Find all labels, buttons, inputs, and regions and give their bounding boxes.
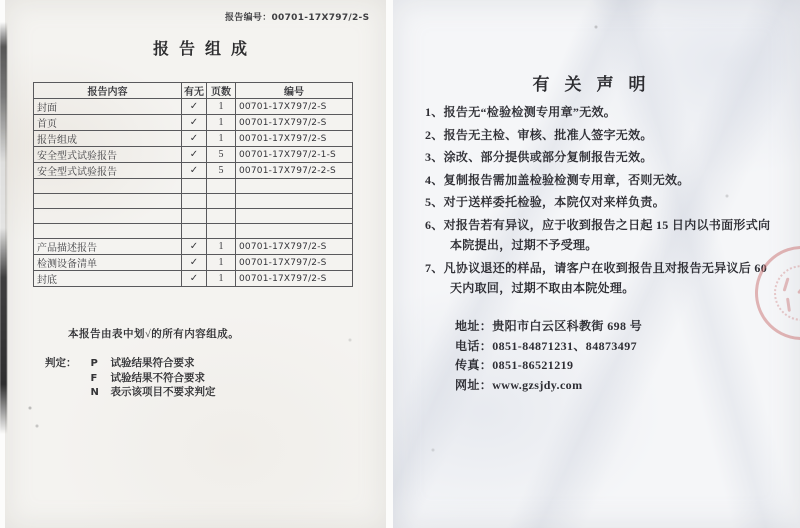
cell-number: 00701-17X797/2-S xyxy=(236,131,353,147)
table-row xyxy=(34,271,353,287)
statement-text: 对报告若有异议，应于收到报告之日起 15 日内以书面形式向本院提出，过期不予受理。 xyxy=(443,217,771,252)
statement-item xyxy=(425,147,777,168)
contact-line xyxy=(455,317,642,337)
right-page xyxy=(393,0,800,528)
contact-line xyxy=(455,356,642,376)
statement-number: 2、 xyxy=(425,127,444,142)
cell-pages xyxy=(207,209,236,224)
statement-number: 4、 xyxy=(425,172,444,187)
left-page xyxy=(5,0,386,528)
table-row xyxy=(34,115,353,131)
cell-content xyxy=(34,194,182,209)
table-row xyxy=(34,224,353,239)
cell-number: 00701-17X797/2-S xyxy=(236,239,353,255)
verdict-legend-label: 判定： xyxy=(45,358,77,369)
statements-list xyxy=(425,102,777,301)
table-header-cell: 报告内容 xyxy=(34,83,182,99)
cell-present-checkmark xyxy=(182,224,207,239)
table-row xyxy=(34,194,353,209)
contact-value: 0851-84871231、84873497 xyxy=(492,338,637,353)
statement-text: 对于送样委托检验，本院仅对来样负责。 xyxy=(443,195,666,209)
verdict-text: 表示该项目不要求判定 xyxy=(110,387,216,398)
statement-number: 6、 xyxy=(425,217,444,232)
cell-present-checkmark: ✓ xyxy=(182,163,207,179)
contact-block xyxy=(455,317,642,395)
cell-content: 检测设备清单 xyxy=(34,255,182,271)
cell-content xyxy=(34,179,182,194)
statement-text: 报告无“检验检测专用章”无效。 xyxy=(443,105,617,119)
table-header-cell: 有无 xyxy=(182,83,207,99)
statement-text: 凡协议退还的样品，请客户在收到报告且对报告无异议后 60 天内取回，过期不取由本院处理。 xyxy=(443,260,768,295)
statement-item xyxy=(425,125,777,146)
cell-pages: 1 xyxy=(207,271,236,287)
cell-content: 首页 xyxy=(34,115,182,131)
cell-number: 00701-17X797/2-S xyxy=(236,255,353,271)
verdict-legend-item xyxy=(91,357,216,372)
left-page-title: 报告组成 xyxy=(153,41,258,58)
table-row xyxy=(34,209,353,224)
contact-line xyxy=(455,376,642,396)
verdict-code: P xyxy=(90,358,98,369)
scan-edge-artifact xyxy=(0,22,7,434)
cell-number xyxy=(236,194,353,209)
statement-item xyxy=(425,102,777,123)
verdict-code: N xyxy=(90,387,99,398)
cell-content: 安全型式试验报告 xyxy=(34,147,182,163)
table-row xyxy=(34,131,353,147)
contact-line xyxy=(455,337,642,357)
verdict-text: 试验结果不符合要求 xyxy=(110,372,205,384)
table-header-cell: 编号 xyxy=(236,83,353,99)
table-row xyxy=(34,239,353,255)
cell-present-checkmark: ✓ xyxy=(182,239,207,255)
cell-content: 安全型式试验报告 xyxy=(34,163,182,179)
contact-value: www.gzsjdy.com xyxy=(492,377,583,392)
contact-value: 0851-86521219 xyxy=(492,358,574,372)
cell-pages xyxy=(207,179,236,194)
cell-pages xyxy=(207,194,236,209)
cell-present-checkmark: ✓ xyxy=(182,99,207,115)
cell-number xyxy=(236,209,353,224)
verdict-text: 试验结果符合要求 xyxy=(110,358,195,369)
cell-number xyxy=(236,179,353,194)
table-header-cell: 页数 xyxy=(207,83,236,99)
cell-present-checkmark: ✓ xyxy=(182,271,207,287)
table-row xyxy=(34,163,353,179)
cell-number: 00701-17X797/2-S xyxy=(236,99,353,115)
statement-number: 3、 xyxy=(425,150,444,164)
table-header-row xyxy=(34,83,353,99)
table-row xyxy=(34,255,353,271)
report-composition-table xyxy=(33,82,353,287)
cell-pages xyxy=(207,224,236,239)
cell-pages: 1 xyxy=(207,239,236,255)
cell-content: 产品描述报告 xyxy=(34,239,182,255)
cell-present-checkmark: ✓ xyxy=(182,255,207,271)
cell-present-checkmark xyxy=(182,209,207,224)
cell-number: 00701-17X797/2-1-S xyxy=(236,147,353,163)
statement-number: 5、 xyxy=(425,195,444,209)
composition-note: 本报告由表中划√的所有内容组成。 xyxy=(68,329,240,340)
cell-number xyxy=(236,224,353,239)
statement-item xyxy=(425,170,777,191)
cell-present-checkmark: ✓ xyxy=(182,147,207,163)
verdict-legend-items xyxy=(91,357,216,401)
cell-content: 封面 xyxy=(34,99,182,115)
table-row xyxy=(34,99,353,115)
table-row xyxy=(34,147,353,163)
cell-present-checkmark xyxy=(182,194,207,209)
report-number: 报告编号：00701-17X797/2-S xyxy=(225,13,370,23)
contact-value: 贵阳市白云区科教街 698 号 xyxy=(492,319,643,333)
cell-content xyxy=(34,209,182,224)
statement-number: 1、 xyxy=(425,105,444,119)
cell-pages: 1 xyxy=(207,255,236,271)
statement-text: 复制报告需加盖检验检测专用章，否则无效。 xyxy=(443,172,690,187)
statement-item xyxy=(425,215,777,256)
cell-pages: 1 xyxy=(207,99,236,115)
cell-pages: 1 xyxy=(207,131,236,147)
contact-label: 地址： xyxy=(455,319,493,333)
cell-pages: 1 xyxy=(207,115,236,131)
verdict-legend-item xyxy=(91,386,216,401)
stamp-mark xyxy=(783,277,790,291)
statement-item xyxy=(425,192,777,213)
contact-label: 电话： xyxy=(455,338,493,353)
contact-label: 传真： xyxy=(455,358,493,372)
verdict-legend-item xyxy=(91,372,216,387)
statement-number: 7、 xyxy=(425,260,444,275)
cell-number: 00701-17X797/2-S xyxy=(236,271,353,287)
verdict-code: F xyxy=(90,372,98,384)
statement-text: 报告无主检、审核、批准人签字无效。 xyxy=(443,127,653,142)
stamp-mark xyxy=(786,298,791,312)
cell-present-checkmark: ✓ xyxy=(182,131,207,147)
cell-number: 00701-17X797/2-S xyxy=(236,115,353,131)
cell-present-checkmark xyxy=(182,179,207,194)
statement-text: 涂改、部分提供或部分复制报告无效。 xyxy=(443,150,653,164)
cell-pages: 5 xyxy=(207,147,236,163)
cell-content: 报告组成 xyxy=(34,131,182,147)
verdict-legend xyxy=(45,357,216,401)
table-row xyxy=(34,179,353,194)
cell-content: 封底 xyxy=(34,271,182,287)
right-page-title: 有关声明 xyxy=(532,75,661,94)
cell-present-checkmark: ✓ xyxy=(182,115,207,131)
cell-pages: 5 xyxy=(207,163,236,179)
contact-label: 网址： xyxy=(455,377,493,392)
cell-content xyxy=(34,224,182,239)
statement-item xyxy=(425,258,777,299)
cell-number: 00701-17X797/2-2-S xyxy=(236,163,353,179)
